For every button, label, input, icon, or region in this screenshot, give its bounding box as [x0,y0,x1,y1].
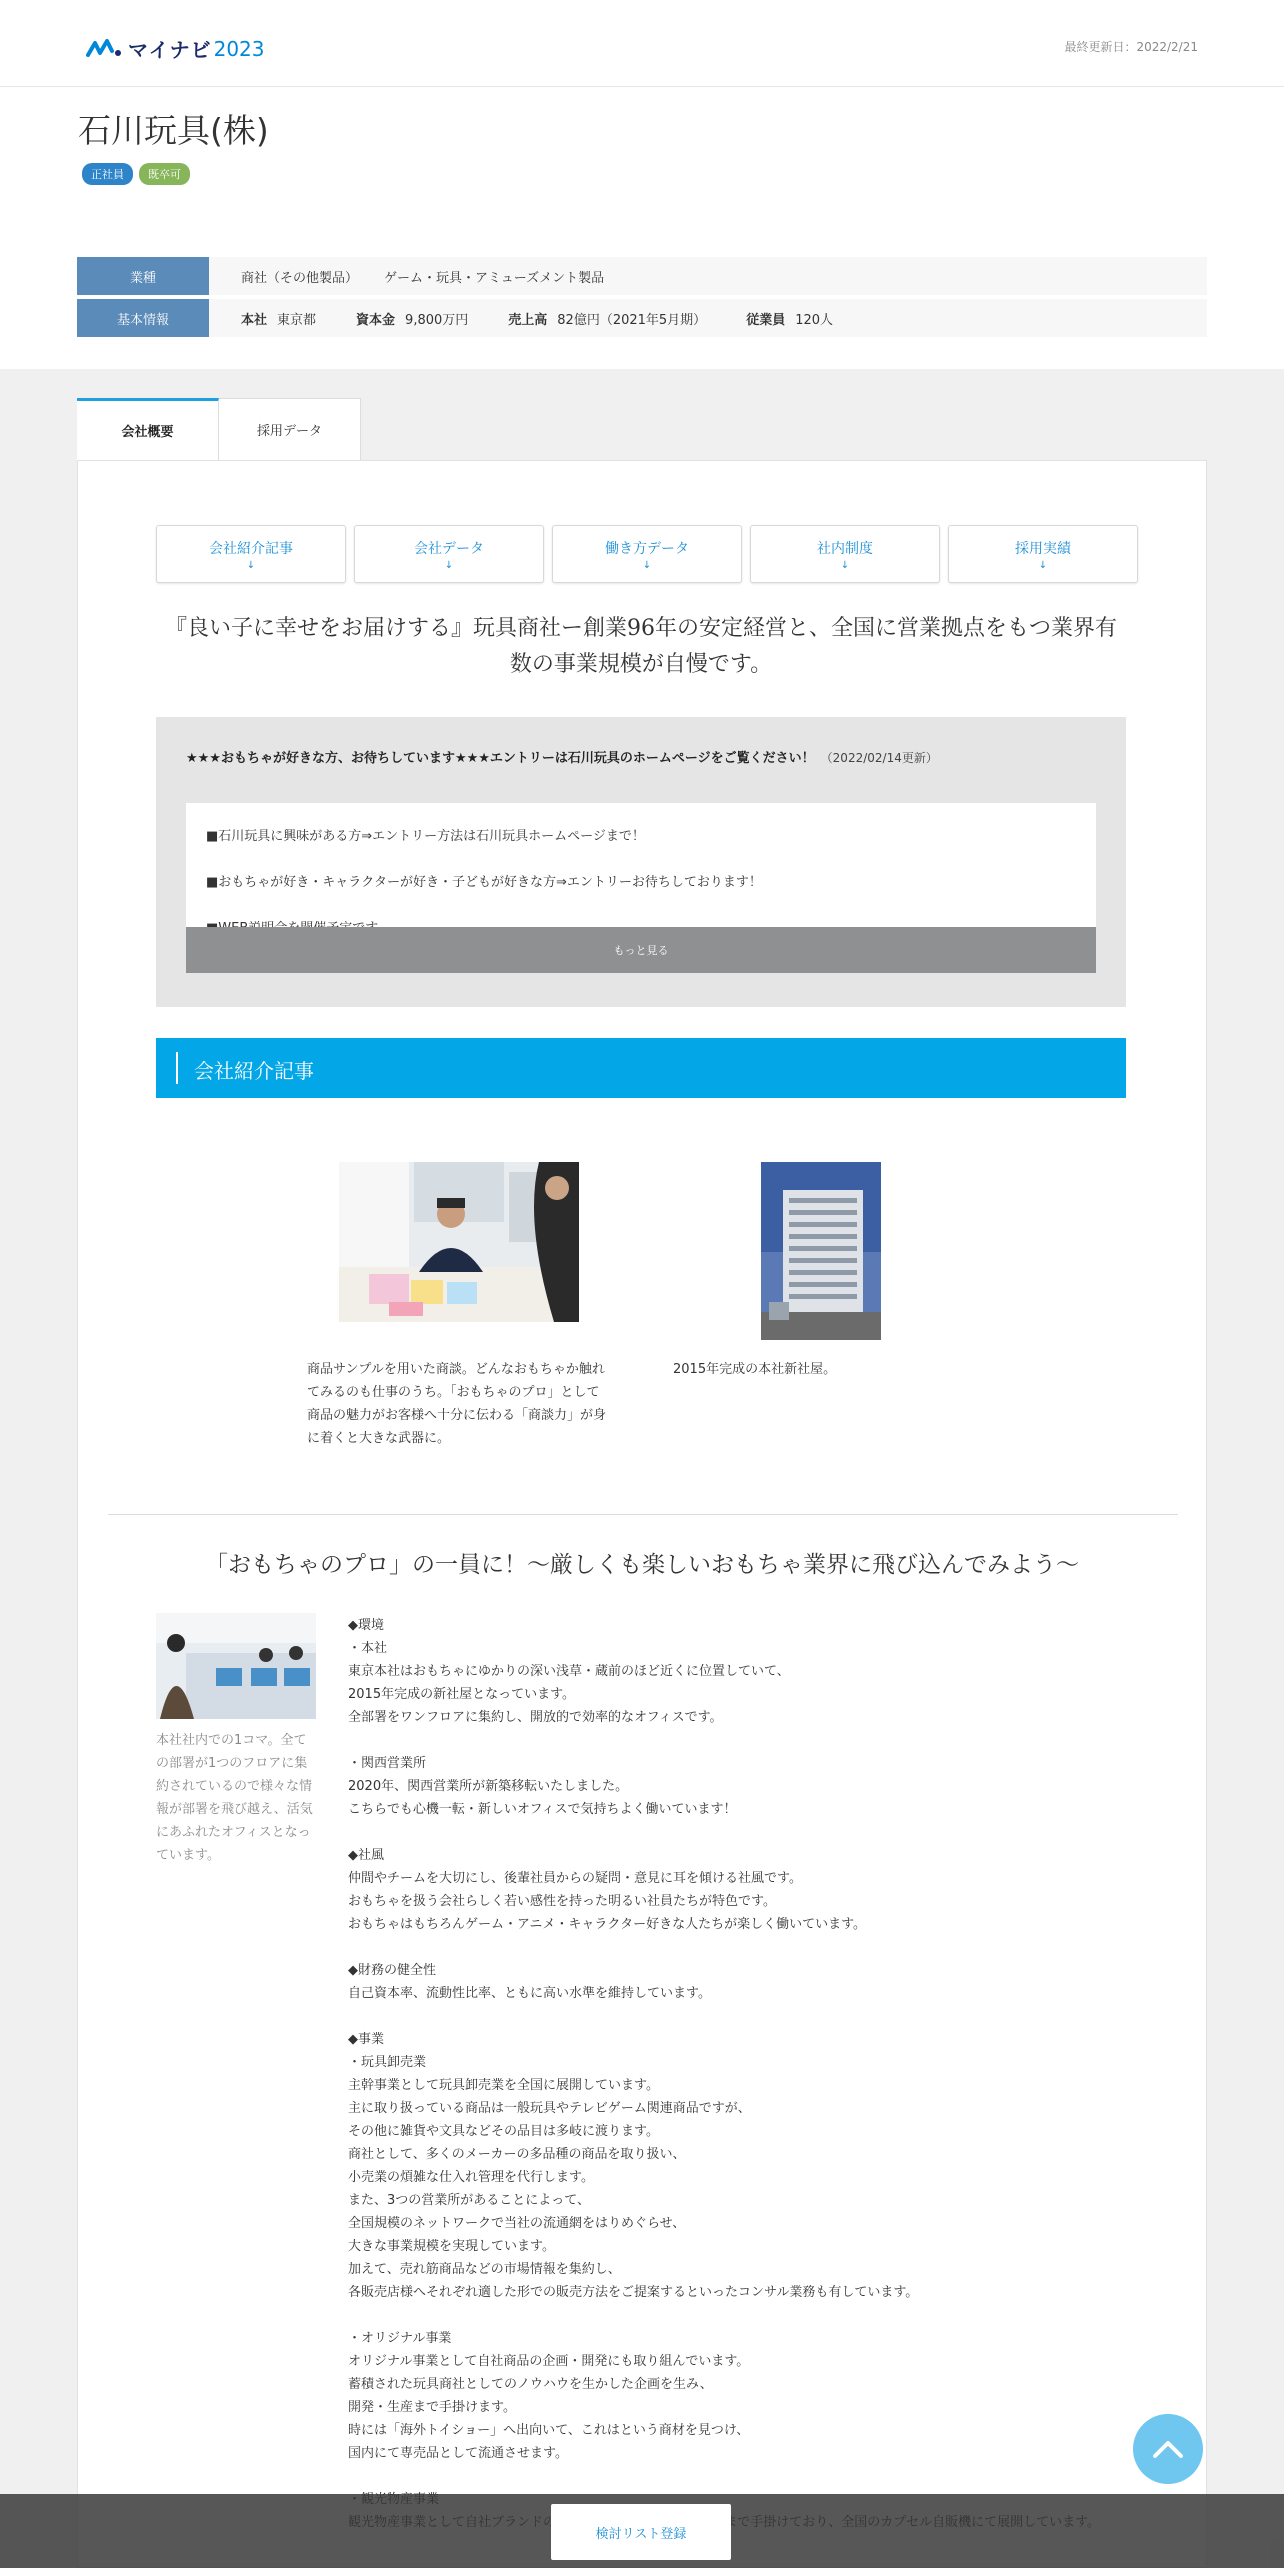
subnav-label: 採用実績 [1015,540,1071,557]
subnav-company-data[interactable] [354,525,544,583]
subnav-label: 会社データ [414,540,484,557]
meeting-photo-caption: 商品サンプルを用いた商談。どんなおもちゃか触れてみるのも仕事のうち。「おもちゃのプロ」として商品の魅力がお客様へ十分に伝わる「商談力」が身に着くと大きな武器に。 [307,1362,607,1446]
hq-cell [241,309,316,328]
notice-date: （2022/02/14更新） [820,751,938,765]
tab-recruitment-data[interactable]: 採用データ [219,398,361,460]
chevron-up-icon [1151,2438,1185,2460]
building-photo[interactable] [761,1162,881,1340]
employees-cell [746,309,833,328]
industry-item[interactable]: 商社（その他製品） [241,270,359,286]
meeting-photo[interactable] [339,1162,579,1322]
badge-graduates-ok: 既卒可 [139,163,190,185]
capital-label: 資本金 [356,312,396,328]
subnav-internal-systems[interactable] [750,525,940,583]
sales-value: 82億円（2021年5月期） [557,312,707,328]
company-name: 石川玩具(株) [78,111,269,150]
industry-item[interactable]: ゲーム・玩具・アミューズメント製品 [384,270,605,286]
subnav-company-articles[interactable] [156,525,346,583]
section-header-company-articles [156,1038,1126,1098]
arrow-down-icon: ↓ [1038,559,1048,571]
logo-text: マイナビ [128,38,212,62]
section-accent-line [176,1052,178,1084]
subnav-label: 働き方データ [605,540,689,557]
building-photo-caption: 2015年完成の本社新社屋。 [673,1362,837,1377]
page-tabs [77,398,361,460]
employees-value: 120人 [795,312,834,328]
notice-line: ■石川玩具に興味がある方⇒エントリー方法は石川玩具ホームページまで！ [206,829,645,844]
badge-fulltime: 正社員 [82,163,133,185]
arrow-down-icon: ↓ [642,559,652,571]
arrow-down-icon: ↓ [444,559,454,571]
office-photo-caption: 本社社内での1コマ。全ての部署が1つのフロアに集約されているので様々な情報が部署を飛び越え、活気にあふれたオフィスとなっています。 [156,1733,313,1863]
industry-row [77,257,1207,295]
main-content [77,460,1207,2568]
company-headline: 『良い子に幸せをお届けする』玩具商社ー創業96年の安定経営と、全国に営業拠点をもつ業界有数の事業規模が自慢です。 [165,616,1117,677]
employment-badges [82,163,190,185]
capital-cell [356,309,468,328]
tab-company-overview[interactable]: 会社概要 [77,398,219,460]
basic-info-row [77,299,1207,337]
arrow-down-icon: ↓ [246,559,256,571]
subnav-work-style-data[interactable] [552,525,742,583]
site-header [0,0,1284,87]
bottom-action-bar [0,2494,1284,2568]
section-title: 会社紹介記事 [194,1059,314,1083]
basic-info-head: 基本情報 [77,299,209,337]
sales-label: 売上高 [508,312,548,328]
company-summary [0,87,1284,369]
subnav-label: 社内制度 [817,540,873,557]
mynavi-logo-icon [86,37,126,61]
section-divider [108,1514,1178,1515]
notice-panel [156,717,1126,1007]
subnav-hiring-record[interactable] [948,525,1138,583]
add-to-list-button[interactable]: 検討リスト登録 [551,2504,731,2560]
last-updated: 最終更新日：2022/2/21 [1064,40,1198,54]
office-photo[interactable] [156,1613,316,1719]
hq-value: 東京都 [277,312,317,328]
section-subnav [156,525,1138,583]
subnav-label: 会社紹介記事 [209,540,293,557]
industry-head: 業種 [77,257,209,295]
notice-title [186,747,938,766]
basic-info-body [209,299,1207,337]
notice-title-text: ★★★おもちゃが好きな方、お待ちしています★★★エントリーは石川玩具のホームページをご覧ください！ [186,751,815,766]
logo-year: 2023 [213,36,265,61]
show-more-button[interactable]: もっと見る [186,927,1096,973]
mynavi-logo[interactable] [86,34,265,63]
sales-cell [508,309,706,328]
notice-line: ■おもちゃが好き・キャラクターが好き・子どもが好きな方⇒エントリーお待ちしております！ [206,875,762,890]
employees-label: 従業員 [746,312,786,328]
scroll-to-top-button[interactable] [1133,2414,1203,2484]
industry-body [209,257,1207,295]
hq-label: 本社 [241,312,268,328]
company-info-table [77,257,1207,341]
capital-value: 9,800万円 [405,312,469,328]
article-body: ◆環境 ・本社 東京本社はおもちゃにゆかりの深い浅草・蔵前のほど近くに位置していて、 2015年完成の新社屋となっています。 全部署をワンフロアに集約し、開放的で効率的なオフィスです。 ・関西営業所 2020年、関西営業所が新築移転いたしました。 こちらでも心機一転・新しいオフィスで気持ちよく働いています！ ◆社風 仲間やチームを大切にし、後輩社員からの疑問・意見に耳を傾ける社風です。 おもちゃを扱う会社らしく若い感性を持った明るい社員たちが特色です。 おもちゃはもちろんゲーム・アニメ・キャラクター好きな人たちが楽しく働いています。 ◆財務の健全性 自己資本率、流動性比率、ともに高い水準を維持しています。 ◆事業 ・玩具卸売業 主幹事業として玩具卸売業を全国に展開しています。 主に取り扱っている商品は一般玩具やテレビゲーム関連商品ですが、 その他に雑貨や文具などその品目は多岐に渡ります。 商社として、多くのメーカーの多品種の商品を取り扱い、 小売業の煩雑な仕入れ管理を代行します。 また、3つの営業所があることによって、 全国規模のネットワークで当社の流通網をはりめぐらせ、 大きな事業規模を実現しています。 加えて、売れ筋商品などの市場情報を集約し、 各販売店様へそれぞれ適した形での販売方法をご提案するといったコンサル業務も有しています。 ・オリジナル事業 オリジナル事業として自社商品の企画・開発にも取り組んでいます。 蓄積された玩具商社としてのノウハウを生かした企画を生み、 開発・生産まで手掛けます。 時には「海外トイショー」へ出向いて、これはという商材を見つけ、 国内にて専売品として流通させます。 [348,1618,919,2461]
article-headline: 「おもちゃのプロ」の一員に！～厳しくも楽しいおもちゃ業界に飛び込んでみよう～ [205,1552,1079,1578]
arrow-down-icon: ↓ [840,559,850,571]
